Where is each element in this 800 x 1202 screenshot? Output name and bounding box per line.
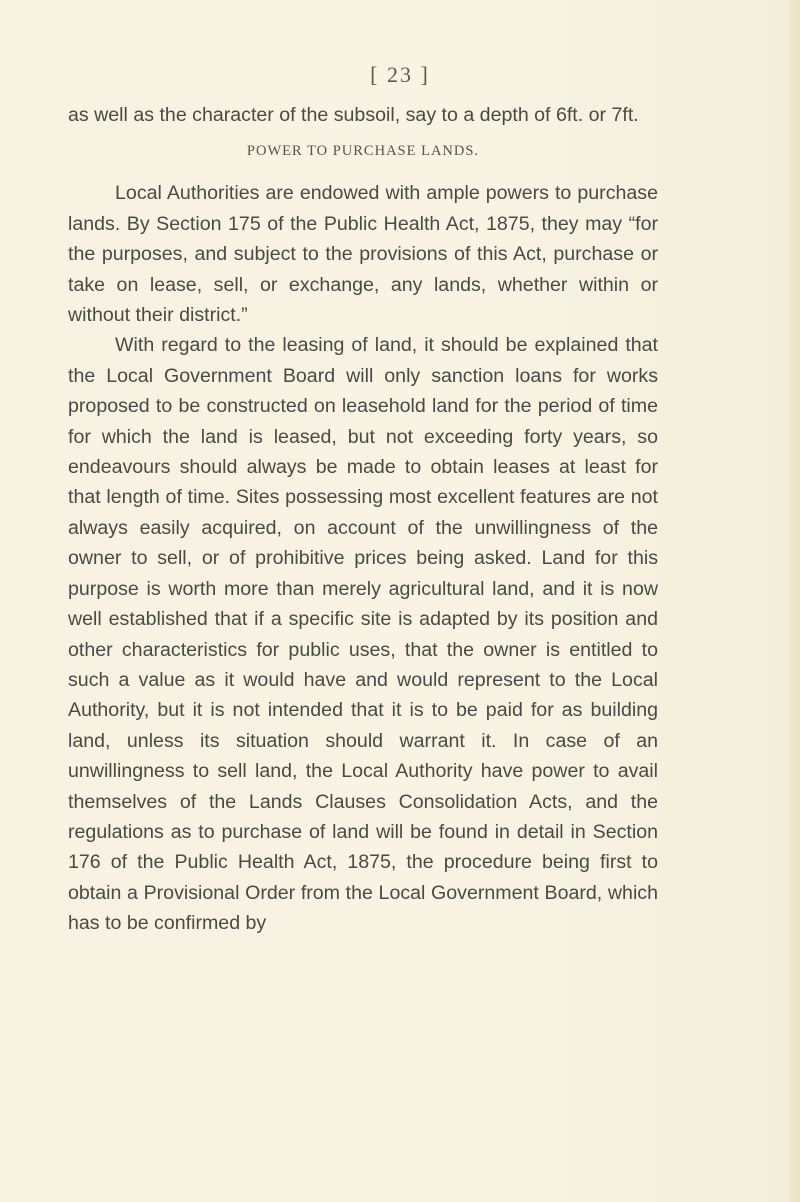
paragraph-purchase-powers: Local Authorities are endowed with ample powers to purchase lands. By Section 175 of the Public Health Act, 1875, they may “for the purposes, and subject to the provisions of this Act, purchase or take on lease, sell, or exchange, any lands, whether within or without their district.” bbox=[68, 182, 658, 327]
opening-paragraph: as well as the character of the subsoil, say to a depth of 6ft. or 7ft. bbox=[68, 104, 639, 126]
body-text bbox=[68, 100, 658, 939]
page-number: [ 23 ] bbox=[370, 62, 430, 87]
page-edge-shadow bbox=[786, 0, 800, 1202]
section-heading: POWER TO PURCHASE LANDS. bbox=[246, 143, 480, 160]
paragraph-leasing: With regard to the leasing of land, it should be explained that the Local Government Board will only sanction loans for works proposed to be constructed on leasehold land for the period of time for which the land is leased, but not exceeding forty years, so endeavours should always be made to obtain leases at least for that length of time. Sites possessing most excellent features are not always easily acquired, on account of the unwillingness of the owner to sell, or of prohibitive prices being asked. Land for this purpose is worth more than merely agricultural land, and it is now well established that if a specific site is adapted by its position and other characteristics for public uses, that the owner is entitled to such a value as it would have and would represent to the Local Authority, but it is not intended that it is to be paid for as building land, unless its situation should warrant it. In case of an unwillingness to sell land, the Local Authority have power to avail themselves of the Lands Clauses Consolidation Acts, and the regulations as to purchase of land will be found in detail in Section 176 of the Public Health Act, 1875, the procedure being first to obtain a Provisional Order from the Local Government Board, which has to be confirmed by bbox=[68, 334, 658, 935]
